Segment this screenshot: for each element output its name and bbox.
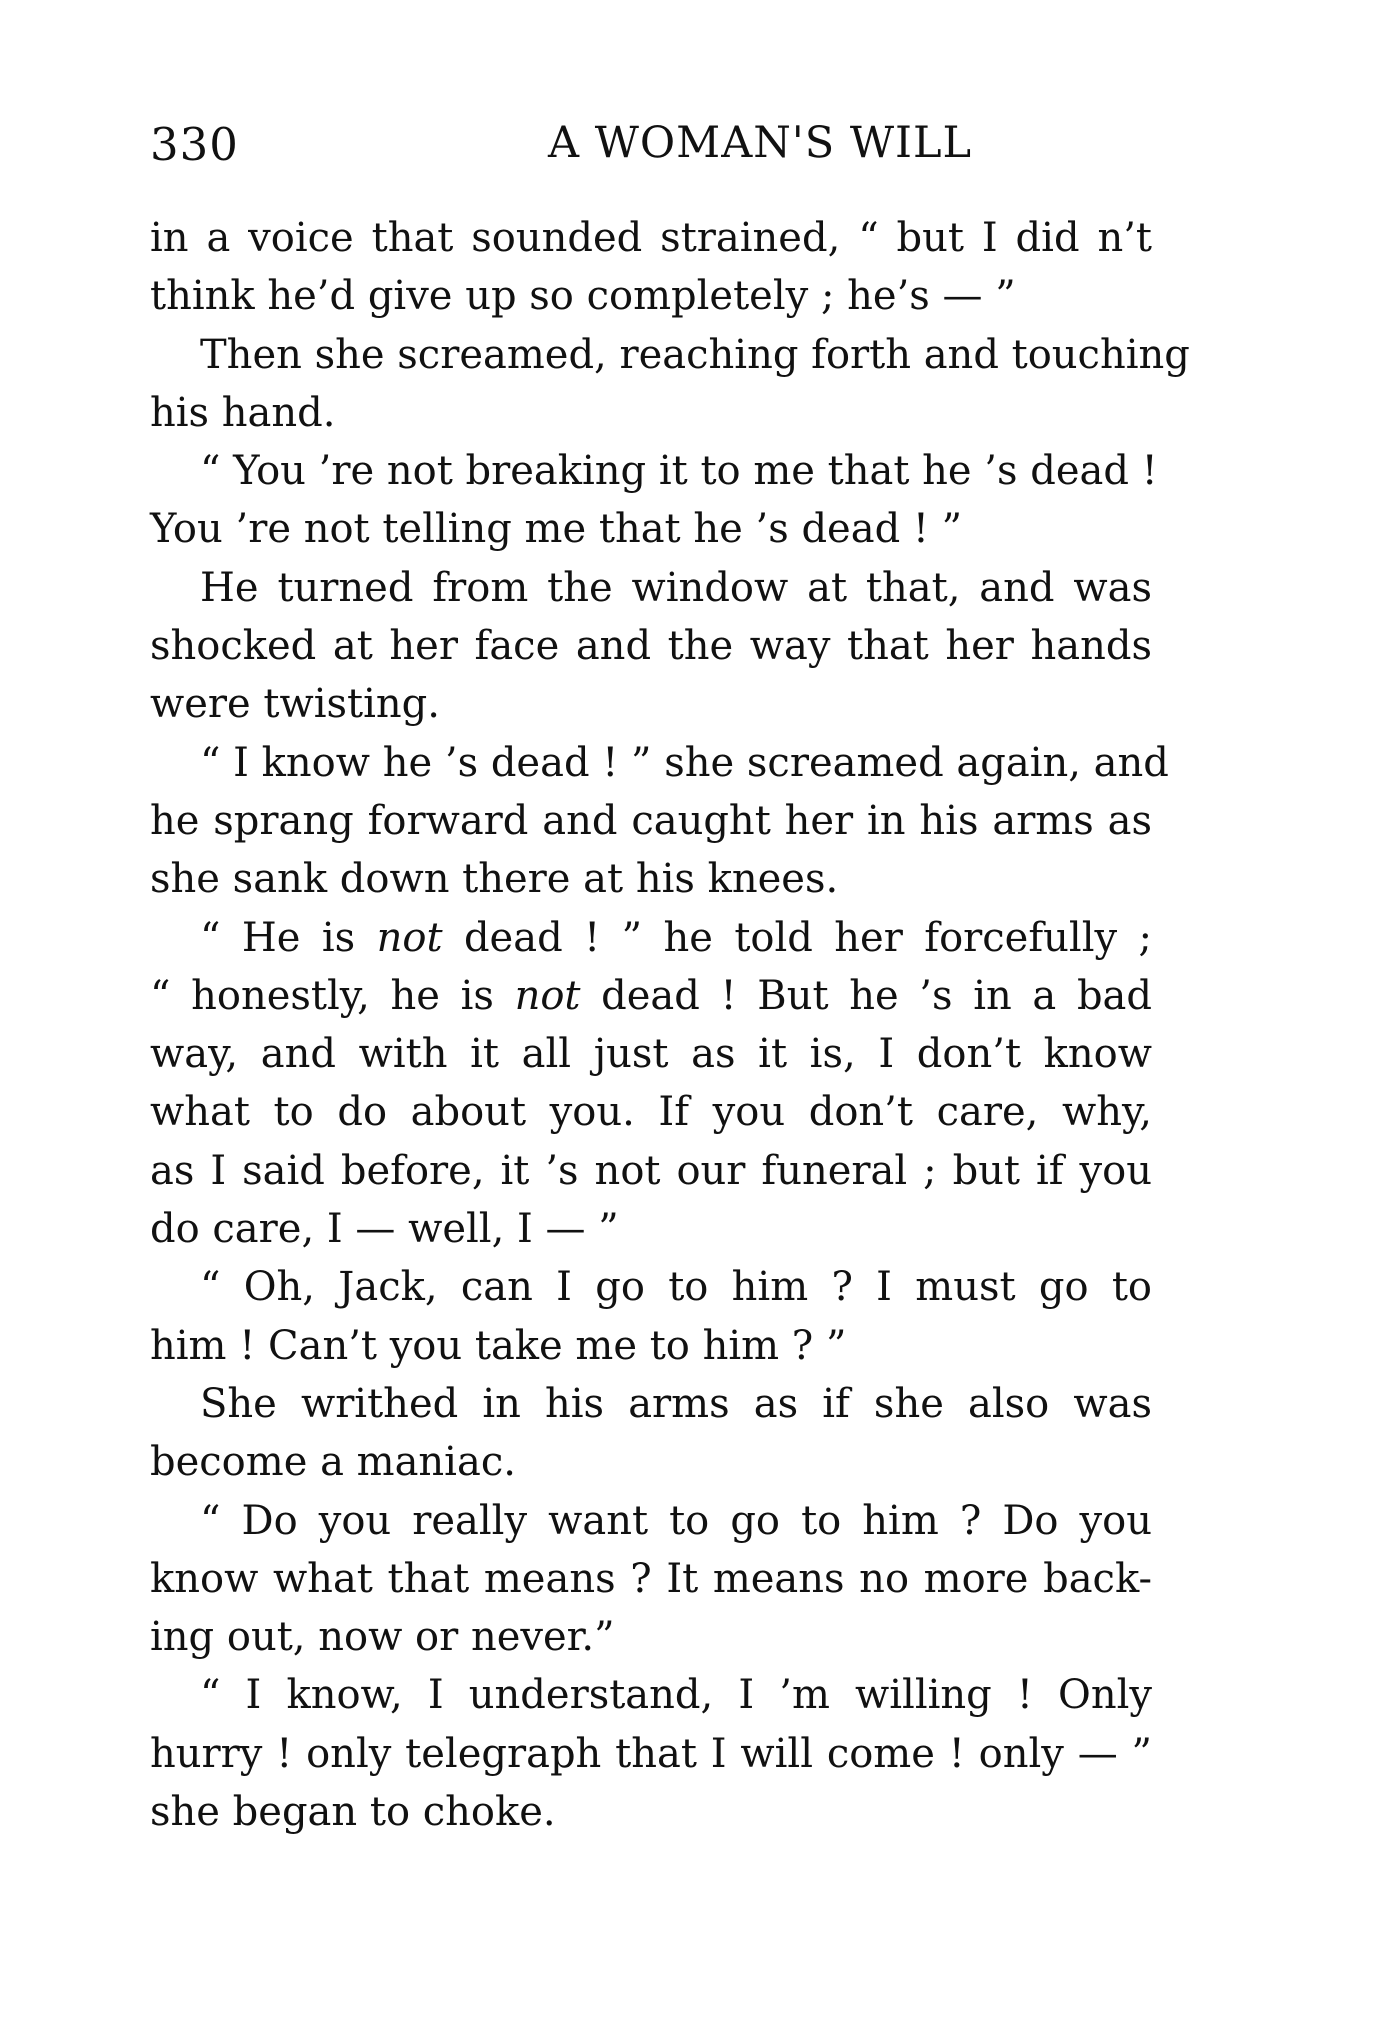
text-line: “ I know, I understand, I ’m willing ! Only <box>200 1672 1152 1719</box>
text-line: in a voice that sounded strained, “ but I did n’t <box>150 215 1152 261</box>
text-line: as I said before, it ’s not our funeral ; but if you <box>150 1147 1152 1194</box>
text-line: “ Oh, Jack, can I go to him ? I must go to <box>200 1264 1152 1311</box>
text-segment: “ He is <box>200 914 377 961</box>
text-line: she sank down there at his knees. <box>150 856 839 903</box>
text-line: him ! Can’t you take me to him ? ” <box>150 1322 847 1369</box>
page-number: 330 <box>150 118 239 171</box>
text-segment: “ honestly, he is <box>150 972 515 1019</box>
text-line: “ I know he ’s dead ! ” she screamed again, and <box>200 739 1169 786</box>
text-line: know what that means ? It means no more back- <box>150 1555 1152 1602</box>
italic-emphasis: not <box>376 914 443 961</box>
text-line: were twisting. <box>150 681 440 728</box>
text-line: she began to choke. <box>150 1789 556 1836</box>
text-line: way, and with it all just as it is, I don’t know <box>150 1031 1152 1078</box>
text-segment: dead ! But he ’s in a bad <box>580 972 1153 1019</box>
italic-emphasis: not <box>514 972 581 1019</box>
text-line: “ You ’re not breaking it to me that he ’s dead ! <box>200 448 1158 495</box>
text-line: hurry ! only telegraph that I will come ! only — ” <box>150 1730 1152 1777</box>
text-line: think he’d give up so completely ; he’s — ” <box>150 273 1016 320</box>
running-title: A WOMAN'S WILL <box>548 118 973 168</box>
text-line: “ Do you really want to go to him ? Do you <box>200 1497 1152 1544</box>
body-text <box>150 209 1190 1841</box>
text-line: shocked at her face and the way that her hands <box>150 623 1152 670</box>
text-line: what to do about you. If you don’t care, why, <box>150 1089 1152 1136</box>
page-header <box>150 118 1150 178</box>
text-line: do care, I — well, I — ” <box>150 1206 619 1253</box>
text-line <box>150 967 1152 1025</box>
text-segment: dead ! ” he told her forcefully ; <box>442 914 1152 961</box>
text-line: You ’re not telling me that he ’s dead ! ” <box>150 506 963 553</box>
text-line: ing out, now or never.” <box>150 1614 615 1661</box>
text-line: Then she screamed, reaching forth and touching <box>200 331 1190 378</box>
text-line: his hand. <box>150 389 336 436</box>
text-line: He turned from the window at that, and was <box>200 564 1152 611</box>
text-line: become a maniac. <box>150 1439 516 1486</box>
text-line: he sprang forward and caught her in his arms as <box>150 797 1152 844</box>
text-line: She writhed in his arms as if she also was <box>200 1380 1152 1427</box>
text-line <box>150 909 1152 967</box>
